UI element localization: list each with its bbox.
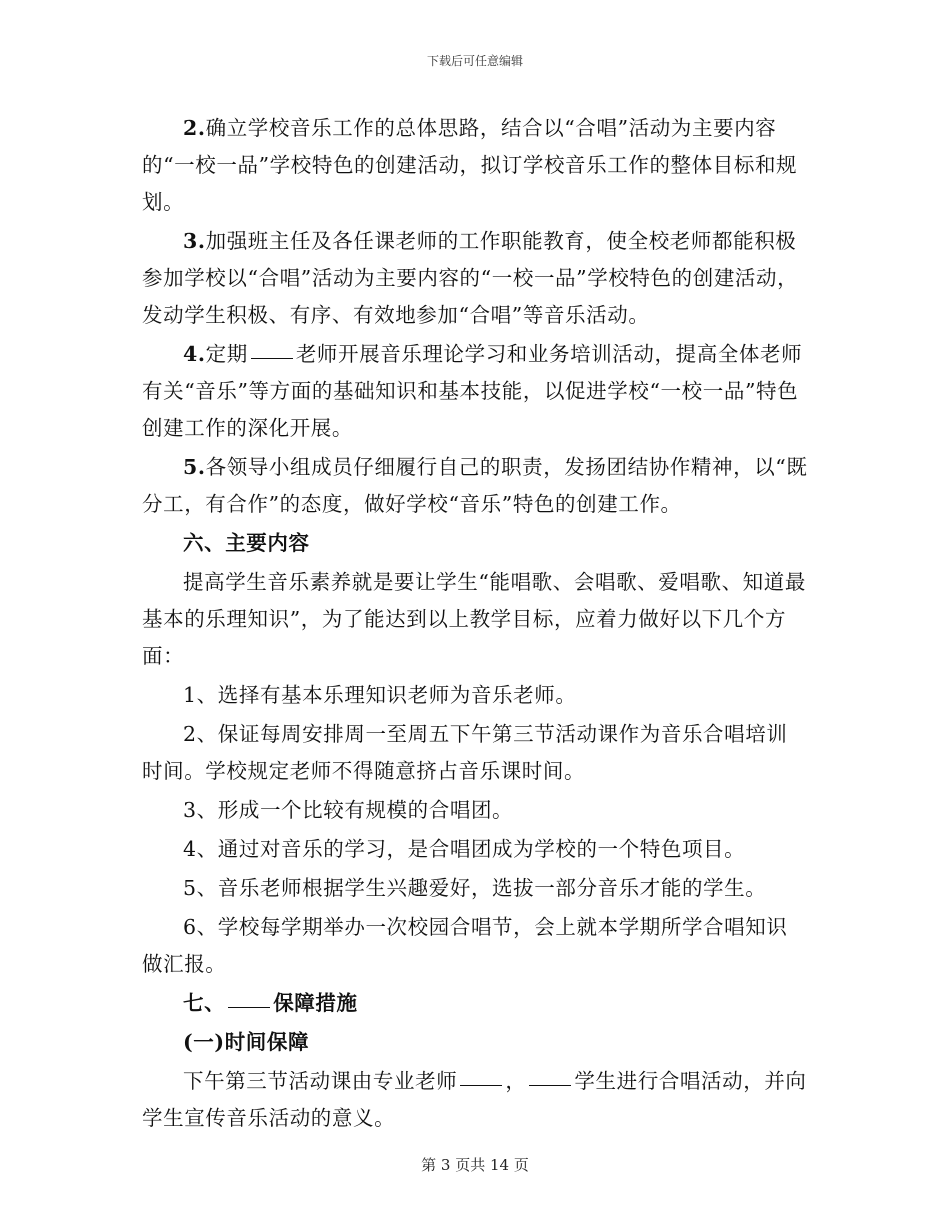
page-header: 下载后可任意编辑	[426, 54, 523, 68]
list-item-2	[142, 716, 808, 790]
item-number: 1、	[183, 683, 218, 707]
item-number: 2、	[183, 722, 218, 746]
paragraph-text: 确立学校音乐工作的总体思路，结合以“合唱”活动为主要内容的“一校一品”学校特色的创建活动，拟订学校音乐工作的整体目标和规划。	[142, 116, 798, 214]
item-number: 6、	[183, 915, 218, 939]
paragraph-intro	[142, 564, 808, 675]
item-number: 4.	[183, 342, 206, 366]
paragraph-text-before: 下午第三节活动课由专业老师	[183, 1069, 458, 1093]
fill-in-blank	[460, 1084, 502, 1086]
item-number: 5.	[183, 455, 206, 479]
paragraph-text: 选择有基本乐理知识老师为音乐老师。	[217, 683, 577, 707]
section-heading-6: 六、主要内容	[183, 531, 310, 555]
heading-text-after: 保障措施	[273, 991, 358, 1015]
item-number: 4、	[183, 837, 218, 861]
item-number: 3.	[183, 229, 206, 253]
paragraph-text: 保证每周安排周一至周五下午第三节活动课作为音乐合唱培训时间。学校规定老师不得随意挤占音乐课时间。	[142, 722, 788, 783]
list-item-1	[142, 677, 808, 714]
heading-text-before: 七、	[183, 991, 226, 1015]
paragraph-text: 各领导小组成员仔细履行自己的职责，发扬团结协作精神，以“既分工，有合作”的态度，做好学校“音乐”特色的创建工作。	[142, 455, 808, 516]
list-item-5	[142, 870, 808, 907]
paragraph-text-after: 老师开展音乐理论学习和业务培训活动，提高全体老师有关“音乐”等方面的基础知识和基本技能，以促进学校“一校一品”特色创建工作的深化开展。	[142, 342, 803, 440]
document-body	[142, 110, 808, 1139]
paragraph-text-before: 定期	[205, 342, 248, 366]
fill-in-blank	[251, 357, 293, 359]
fill-in-blank	[228, 1006, 270, 1008]
fill-in-blank	[529, 1084, 571, 1086]
list-item-4	[142, 831, 808, 868]
list-item-3	[142, 792, 808, 829]
item-number: 2.	[183, 116, 206, 140]
paragraph-text: 音乐老师根据学生兴趣爱好，选拔一部分音乐才能的学生。	[217, 876, 767, 900]
paragraph-text-middle: ，	[505, 1069, 527, 1093]
item-number: 5、	[183, 876, 218, 900]
paragraph-text: 提高学生音乐素养就是要让学生“能唱歌、会唱歌、爱唱歌、知道最基本的乐理知识”，为了能达到以上教学目标，应着力做好以下几个方面：	[142, 570, 806, 668]
subsection-heading-time: (一)时间保障	[183, 1030, 310, 1054]
paragraph-text: 形成一个比较有规模的合唱团。	[217, 798, 514, 822]
page-footer: 第 3 页共 14 页	[421, 1156, 529, 1174]
paragraph-item-5	[142, 449, 808, 523]
paragraph-text-after: 学生进行合唱活动，并向学生宣传音乐活动的意义。	[142, 1069, 807, 1130]
item-number: 3、	[183, 798, 218, 822]
paragraph-item-3	[142, 223, 808, 334]
paragraph-time-guarantee	[142, 1063, 808, 1137]
paragraph-text: 加强班主任及各任课老师的工作职能教育，使全校老师都能积极参加学校以“合唱”活动为主要内容的“一校一品”学校特色的创建活动，发动学生积极、有序、有效地参加“合唱”等音乐活动。	[142, 229, 799, 327]
paragraph-text: 通过对音乐的学习，是合唱团成为学校的一个特色项目。	[217, 837, 746, 861]
paragraph-text: 学校每学期举办一次校园合唱节，会上就本学期所学合唱知识做汇报。	[142, 915, 788, 976]
list-item-6	[142, 909, 808, 983]
paragraph-item-4	[142, 336, 808, 447]
paragraph-item-2	[142, 110, 808, 221]
section-heading-7	[142, 985, 808, 1022]
